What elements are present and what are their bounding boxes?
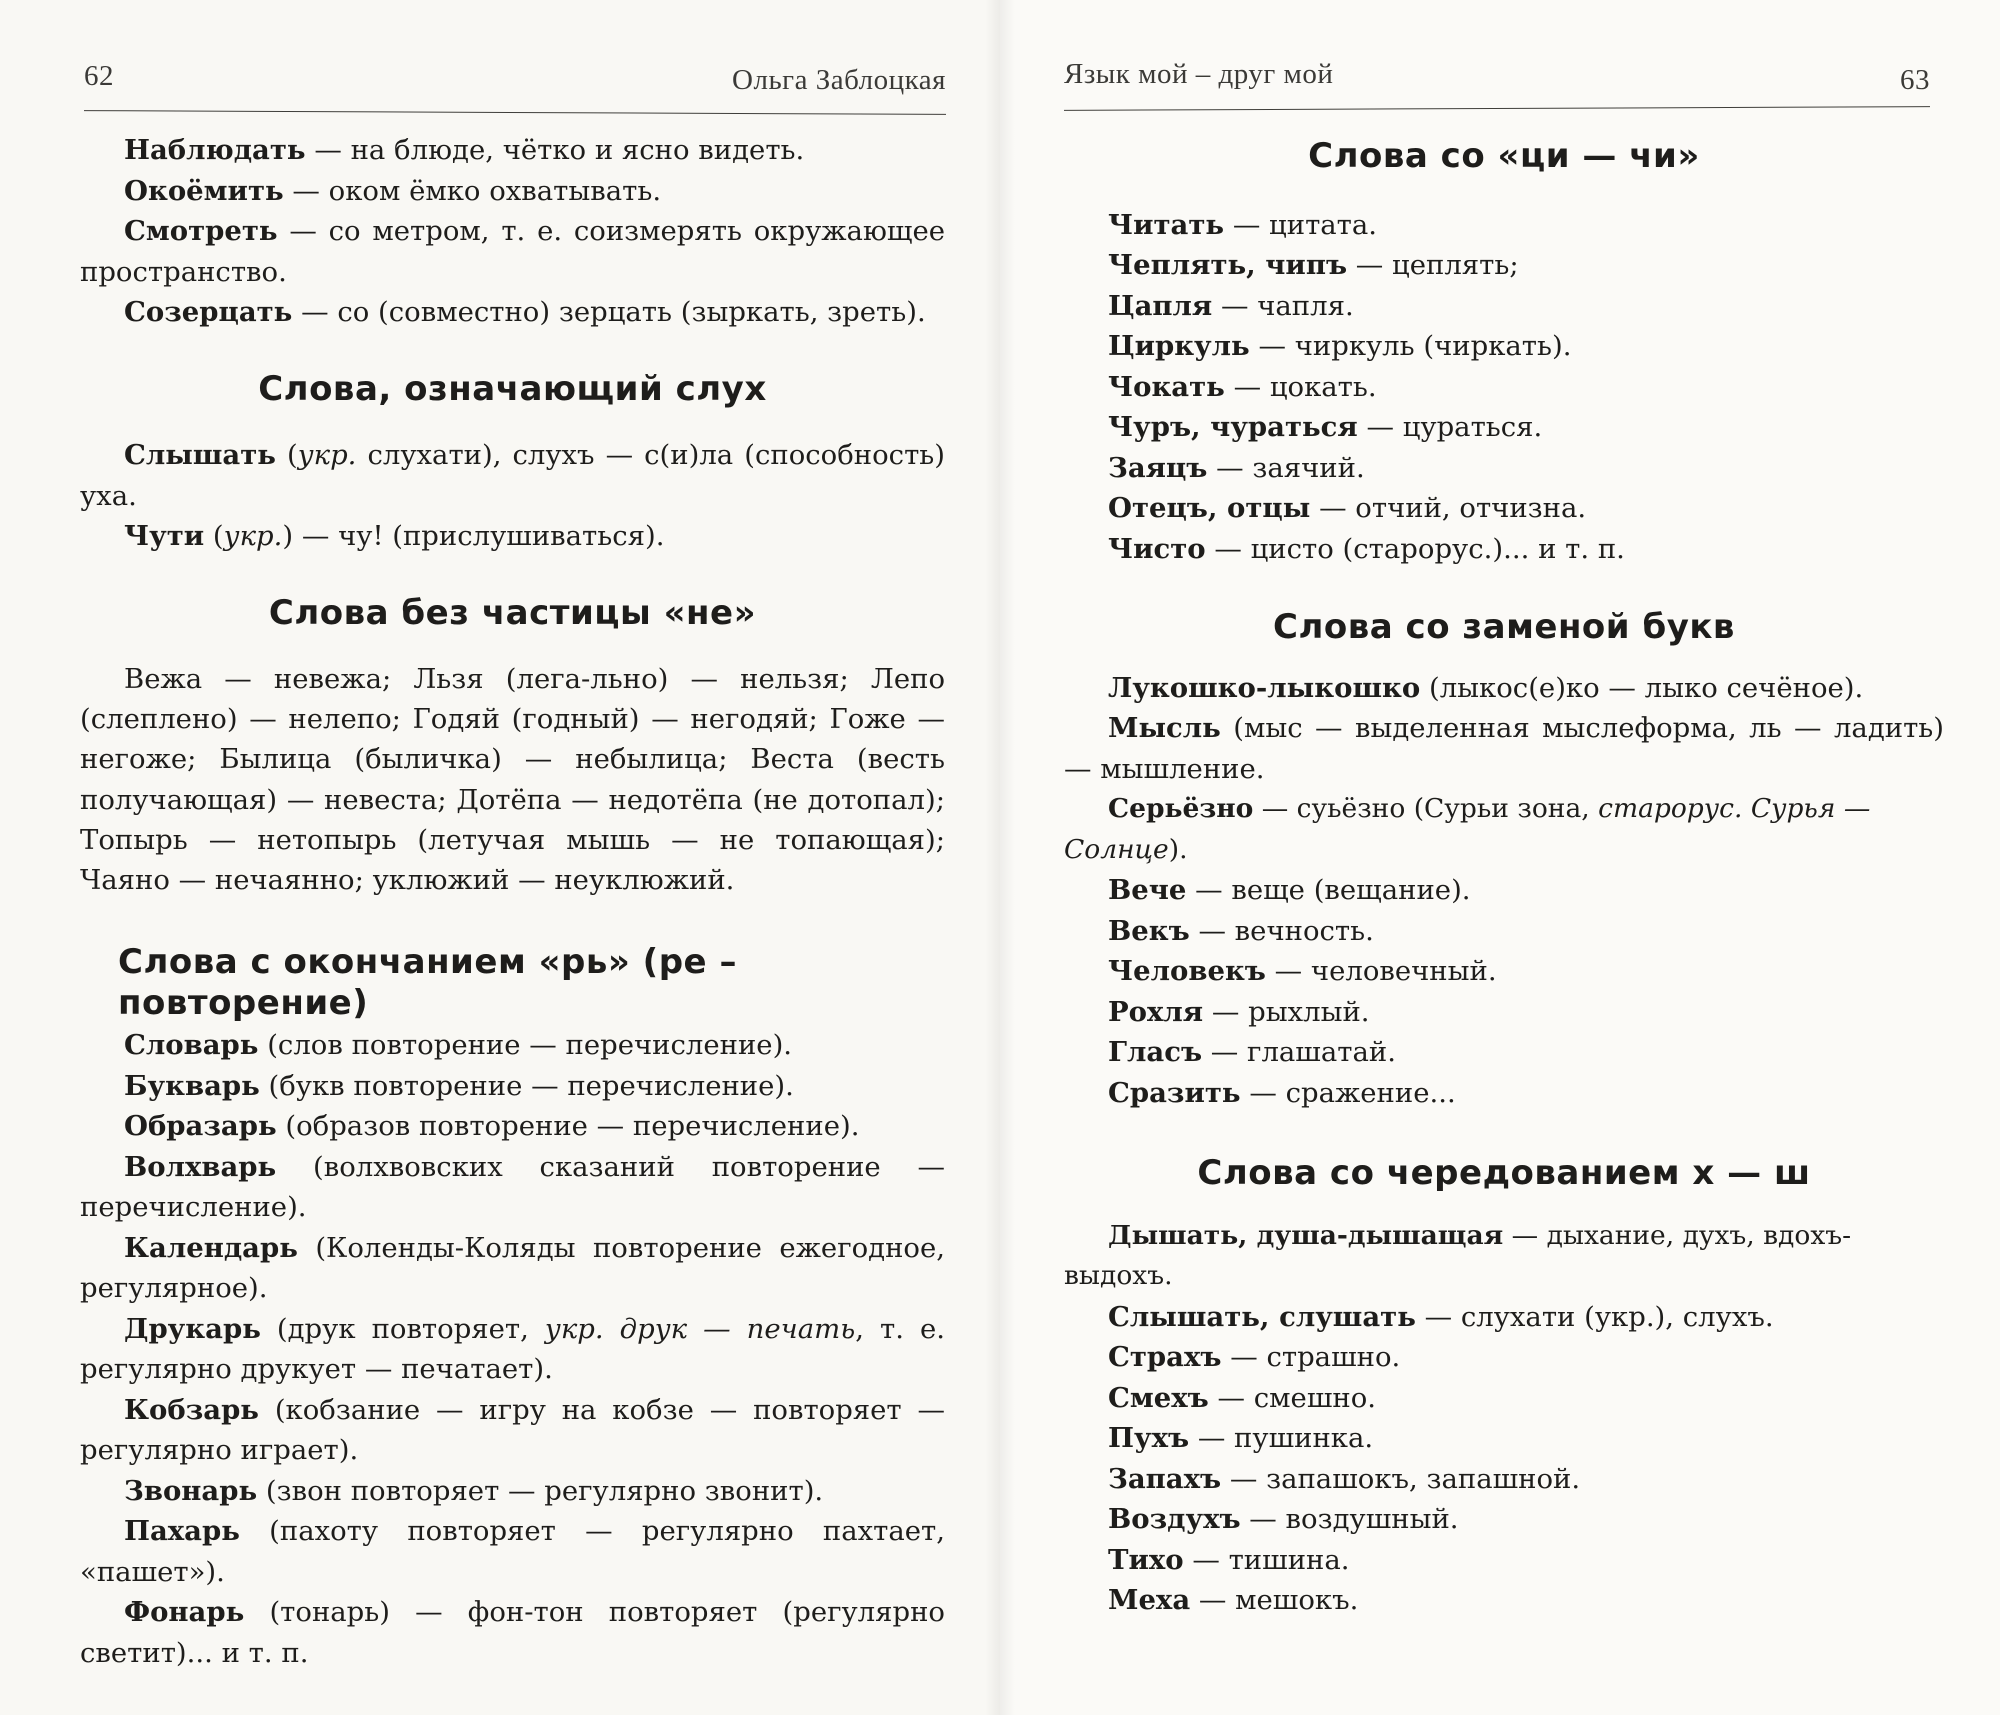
entry-definition: — запашокъ, запашной. <box>1221 1462 1581 1495</box>
intro-entries <box>80 130 945 333</box>
entry <box>1064 1459 1944 1500</box>
left-header-title: Ольга Заблоцкая <box>732 64 946 96</box>
entry-definition: (мыс — выделенная мыслеформа, ль — ладить) — мышление. <box>1064 712 1944 785</box>
entry-term: Тихо <box>1108 1543 1184 1576</box>
entry-term: Вече <box>1108 874 1187 906</box>
entry-term: Воздухъ <box>1108 1503 1241 1535</box>
entry-definition: — цокать. <box>1224 370 1377 403</box>
entry <box>1064 870 1944 911</box>
section-title-tsi-chi: Слова со «ци — чи» <box>1308 136 1700 176</box>
entry-definition: — со метром, т. е. соизмерять окружающее пространство. <box>80 215 945 288</box>
entry-term: Отецъ, отцы <box>1108 492 1311 524</box>
entry-definition: (образов повторение — перечисление). <box>276 1110 860 1143</box>
entry <box>80 1147 945 1228</box>
entry-definition: — воздушный. <box>1240 1503 1459 1535</box>
entry <box>1064 1032 1944 1073</box>
entry-definition: — глашатай. <box>1202 1036 1396 1068</box>
entry-definition: слухати), слухъ — с(и)ла (способность) уха. <box>80 439 945 512</box>
entry <box>1064 1418 1944 1459</box>
entry-definition: — страшно. <box>1221 1341 1401 1373</box>
entry-term: Слышать, слушать <box>1108 1300 1416 1333</box>
entry <box>80 211 945 292</box>
entry-definition: — чиркуль (чиркать). <box>1249 330 1572 362</box>
entry-term: Пухъ <box>1108 1422 1190 1454</box>
entry-definition: — веще (вещание). <box>1186 874 1471 906</box>
entry: Серьёзно — суьёзно (Сурьи зона, старорус. Сурья — Солнце). <box>1064 793 1871 865</box>
entry <box>80 171 945 212</box>
entry-term: Друкарь <box>124 1312 261 1345</box>
entry <box>80 1025 945 1066</box>
left-page-number: 62 <box>84 60 114 92</box>
entry-definition: ). <box>1168 833 1188 865</box>
entry-term: Гласъ <box>1108 1036 1203 1068</box>
entry-term: Дышать, душа-дышащая <box>1108 1219 1504 1251</box>
right-running-header <box>1064 52 1930 102</box>
entry <box>1064 1073 1944 1114</box>
entry-definition: — на блюде, чётко и ясно видеть. <box>305 134 805 166</box>
entry-term: Окоёмить <box>124 174 284 207</box>
entry-term: Чисто <box>1108 532 1206 565</box>
entry-definition: — вечность. <box>1189 914 1374 947</box>
entry-term: Календарь <box>124 1231 298 1264</box>
entry-definition: (лыкос(е)ко — лыко сечёное). <box>1420 671 1864 704</box>
entry <box>1064 1378 1944 1419</box>
entry-term: Смехъ <box>1108 1381 1209 1414</box>
entry-term: Наблюдать <box>124 134 306 166</box>
entry-term: Слышать <box>124 439 276 471</box>
entry-definition: — цисто (старорус.)... и т. п. <box>1205 532 1625 565</box>
entry-definition: (кобзание — игру на кобзе — повторяет — регулярно играет). <box>80 1393 945 1467</box>
entry-term: Букварь <box>124 1069 260 1102</box>
section-title-r-ending: Слова с окончанием «рь» (ре – повторение) <box>118 942 737 1023</box>
entry-term: Образарь <box>124 1110 277 1143</box>
entry-definition: — цураться. <box>1357 411 1543 443</box>
entry <box>80 1511 945 1592</box>
entry-term: Волхварь <box>124 1150 277 1183</box>
entry-term: Лукошко-лыкошко <box>1108 671 1421 704</box>
entry-definition: — заячий. <box>1207 451 1365 484</box>
tsi-chi-entries <box>1064 205 1944 570</box>
right-header-rule <box>1064 106 1930 111</box>
entry-term: Фонарь <box>124 1596 245 1629</box>
entry-term: Пахарь <box>124 1515 240 1548</box>
entry <box>1064 911 1944 952</box>
entry-definition: — мешокъ. <box>1190 1584 1359 1616</box>
entry-definition: — отчий, отчизна. <box>1310 492 1587 524</box>
entry <box>1064 992 1944 1033</box>
entry <box>1064 951 1944 992</box>
entry <box>1064 668 1944 709</box>
entry <box>1064 1580 1944 1621</box>
entry-term: Цапля <box>1108 289 1213 322</box>
entry-definition: — чапля. <box>1212 289 1354 322</box>
entry-definition: — сражение... <box>1240 1076 1456 1109</box>
entry <box>1064 286 1944 327</box>
entry-definition: — человечный. <box>1265 955 1497 987</box>
entry <box>1064 529 1944 570</box>
entry-definition: — пушинка. <box>1189 1422 1374 1454</box>
entry <box>80 130 945 171</box>
entry-term: Чути <box>124 520 205 552</box>
entry-term: Чеплять, чипъ <box>1108 249 1348 281</box>
entry <box>1064 367 1944 408</box>
entry-definition: — оком ёмко охватывать. <box>283 174 662 207</box>
section-title-no-particle: Слова без частицы «не» <box>268 592 757 633</box>
entry-definition: (звон повторяет — регулярно звонит). <box>257 1474 824 1507</box>
section-title-letter-replacement: Слова со заменой букв <box>1273 607 1735 647</box>
replacement-entries <box>1064 668 1944 1114</box>
entry-term: Чокать <box>1108 370 1225 403</box>
entry-definition: — дыхание, духъ, вдохъ-выдохъ. <box>1064 1219 1852 1291</box>
left-running-header <box>84 52 946 102</box>
section-title-kh-sh: Слова со чередованием х — ш <box>1197 1153 1811 1193</box>
entry-definition: (тонарь) — фон-тон повторяет (регулярно светит)... и т. п. <box>80 1596 945 1669</box>
entry <box>1064 205 1944 246</box>
entry-term: Чуръ, чураться <box>1108 411 1358 443</box>
entry-term: Читать <box>1108 208 1225 241</box>
entry <box>1064 326 1944 367</box>
entry-term: Циркуль <box>1108 330 1250 362</box>
entry <box>1064 407 1944 448</box>
right-header-title: Язык мой – друг мой <box>1064 58 1334 90</box>
entry <box>1064 1499 1944 1540</box>
entry-definition: — слухати (укр.), слухъ. <box>1415 1300 1774 1333</box>
entry-term: Смотреть <box>124 215 278 247</box>
entry <box>1064 708 1944 789</box>
entry-term: Заяцъ <box>1108 451 1208 484</box>
entry <box>80 1066 945 1107</box>
entry-term: Мысль <box>1108 712 1221 744</box>
right-content <box>1064 130 1944 1621</box>
entry <box>80 1106 945 1147</box>
entry-definition: (пахоту повторяет — регулярно пахтает, «пашет»). <box>80 1515 945 1588</box>
entry <box>1064 245 1944 286</box>
entry: Слышать (укр. слухати), слухъ — с(и)ла (способность) уха. <box>80 439 945 512</box>
entry-definition: (волхвовских сказаний повторение — перечисление). <box>80 1150 945 1224</box>
entry <box>1064 1216 1944 1297</box>
right-page <box>1000 0 2000 1715</box>
kh-sh-entries <box>1064 1216 1944 1621</box>
section-title-hearing: Слова, означающий слух <box>258 368 767 409</box>
entry-definition: — тишина. <box>1183 1543 1350 1576</box>
entry-term: Сразить <box>1108 1076 1241 1109</box>
entry <box>80 1390 945 1471</box>
entry-definition: ) — чу! (прислушиваться). <box>282 520 665 552</box>
book-gutter <box>985 0 1015 1715</box>
left-header-rule <box>84 110 946 115</box>
entry-definition: — смешно. <box>1208 1381 1377 1414</box>
r-ending-entries <box>80 1025 945 1673</box>
entry-term: Звонарь <box>124 1474 258 1507</box>
entry-definition: (слов повторение — перечисление). <box>258 1029 793 1062</box>
entry-term: Серьёзно <box>1108 793 1254 824</box>
entry <box>80 1592 945 1673</box>
entry <box>80 1228 945 1309</box>
entry-term: Векъ <box>1108 914 1190 947</box>
entry-term: Запахъ <box>1108 1462 1222 1495</box>
entry-definition: , т. е. регулярно друкует — печатает). <box>80 1312 945 1386</box>
entry-definition: — со (совместно) зерцать (зыркать, зреть). <box>292 296 926 328</box>
entry-term: Меха <box>1108 1584 1191 1616</box>
entry-definition: (букв повторение — перечисление). <box>259 1069 794 1102</box>
entry <box>80 1471 945 1512</box>
entry: Друкарь (друк повторяет, укр. друк — печать, т. е. регулярно друкует — печатает). <box>80 1312 945 1386</box>
entry-term: Страхъ <box>1108 1341 1222 1373</box>
entry <box>1064 448 1944 489</box>
entry-term: Созерцать <box>124 296 293 328</box>
left-content <box>80 130 945 1673</box>
entry <box>1064 1337 1944 1378</box>
entry <box>80 292 945 333</box>
entry-term: Словарь <box>124 1029 259 1062</box>
entry <box>1064 488 1944 529</box>
right-page-number: 63 <box>1900 64 1930 96</box>
entry-definition: (Коленды-Коляды повторение ежегодное, регулярное). <box>80 1231 945 1305</box>
entry-definition: — цитата. <box>1224 208 1378 241</box>
entry-definition: — цеплять; <box>1347 249 1519 281</box>
entry: Чути (укр.) — чу! (прислушиваться). <box>124 520 665 552</box>
entry-term: Рохля <box>1108 995 1204 1028</box>
entry-term: Человекъ <box>1108 955 1266 987</box>
entry-definition: — рыхлый. <box>1203 995 1370 1028</box>
entry <box>1064 1540 1944 1581</box>
paragraph-ne-words: Вежа — невежа; Льзя (лега-льно) — нельзя; Лепо (слеплено) — нелепо; Годяй (годный) — негодяй; Гоже — негоже; Былица (быличка) — небылица; Веста (весть получающая) — невеста; Дотёпа — недотёпа (не дотопал); Топырь — нетопырь (летучая мышь — не топающая); Чаяно — нечаянно; уклюжий — неуклюжий. <box>80 663 945 897</box>
entry-term: Кобзарь <box>124 1393 259 1426</box>
entry <box>1064 1297 1944 1338</box>
